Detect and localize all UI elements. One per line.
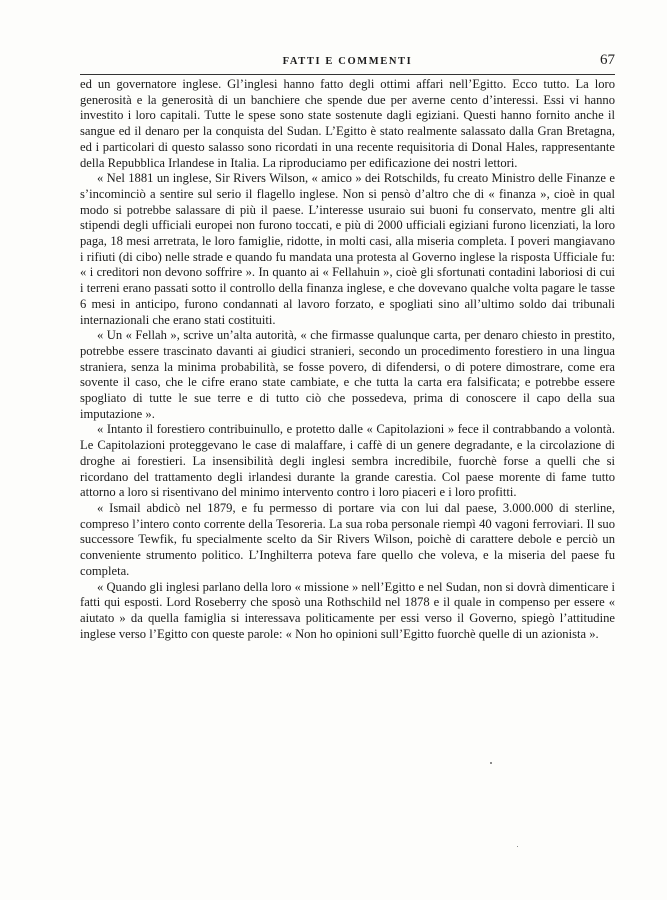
paragraph-3: « Un « Fellah », scrive un’alta autorità, « che firmasse qualunque carta, per denaro chiesto in prestito, potrebbe essere trascinato davanti ai giudici stranieri, secondo un procedimento forestiero in una lingua straniera, senza la minima probabilità, se fosse povero, di difendersi, o di potere dimostrare, come era sovente il caso, che le cifre erano state cambiate, e che tutta la carta era falsificata; e potrebbe essere spogliato di tutte le sue terre e di tutto ciò che possedeva, prima di conoscere il capo della sua imputazione ». (80, 328, 615, 421)
paragraph-1: ed un governatore inglese. Gl’inglesi hanno fatto degli ottimi affari nell’Egitto. Ecco tutto. La loro generosità e la generosità di un banchiere che spende due per averne cento d’interessi. Essi vi hanno investito i loro capitali. Tutte le spese sono state sostenute dagli egiziani. Questi hanno fornito anche il sangue ed il denaro per la conquista del Sudan. L’Egitto è stato realmente salassato dalla Gran Bretagna, ed i particolari di questo salasso sono ricordati in una recente requisitoria di Donal Hales, rappresentante della Repubblica Irlandese in Italia. La riproduciamo per edificazione dei nostri lettori. (80, 77, 615, 170)
body-text (80, 77, 615, 642)
paper-speck (490, 762, 492, 764)
paper-speck (517, 846, 518, 847)
paragraph-4: « Intanto il forestiero contribuinullo, e protetto dalle « Capitolazioni » fece il contrabbando a volontà. Le Capitolazioni proteggevano le case di malaffare, i caffè di un genere degradante, e la circolazione di droghe ai forestieri. La insensibilità degli inglesi sembra incredibile, fuorchè forse a quelli che si ricordano del trattamento degli irlandesi durante la grande carestia. Col paese morente di fame tutto attorno a loro si risentivano del minimo intervento contro i loro piaceri e i loro profitti. (80, 422, 615, 500)
paragraph-5: « Ismail abdicò nel 1879, e fu permesso di portare via con lui dal paese, 3.000.000 di sterline, compreso l’intero conto corrente della Tesoreria. La sua roba personale riempì 40 vagoni ferroviari. Il suo successore Tewfik, fu specialmente scelto da Sir Rivers Wilson, poichè di carattere debole e perciò un conveniente strumento politico. L’Inghilterra poteva fare quello che voleva, e la miseria del paese fu completa. (80, 500, 615, 578)
paragraph-2: « Nel 1881 un inglese, Sir Rivers Wilson, « amico » dei Rotschilds, fu creato Ministro delle Finanze e s’incominciò a sentire sul serio il flagello inglese. Non si pensò d’altro che di « finanza », cioè in qual modo si potrebbe salassare di più il paese. L’interesse usuraio sui buoni fu conservato, mentre gli alti stipendi degli ufficiali europei non furono toccati, e più di 2000 ufficiali egiziani furono licenziati, la loro paga, 18 mesi arretrata, le loro famiglie, ridotte, in molti casi, alla miseria completa. I poveri mangiavano i rifiuti (di cibo) nelle strade e quando fu mandata una protesta al Governo inglese la risposta Ufficiale fu: « i creditori non devono soffrire ». In quanto ai « Fellahuin », cioè gli sfortunati contadini laboriosi di cui i terreni erano passati sotto il controllo della finanza inglese, e che dovevano qualche volta pagare le tasse 6 mesi in anticipo, furono condannati al lavoro forzato, e spogliati sino all’ultimo soldo dai tribunali internazionali che erano stati costituiti. (80, 171, 615, 327)
running-title: FATTI E COMMENTI (282, 56, 413, 67)
page-number: 67 (600, 52, 615, 68)
page-header (80, 50, 615, 75)
paragraph-6: « Quando gli inglesi parlano della loro « missione » nell’Egitto e nel Sudan, non si dovrà dimenticare i fatti qui esposti. Lord Roseberry che sposò una Rothschild nel 1878 e il quale in compenso per essere « aiutato » da quella famiglia si interessava politicamente per essi verso il Governo, spiegò l’attitudine inglese verso l’Egitto con queste parole: « Non ho opinioni sull’Egitto fuorchè quelle di un azionista ». (80, 579, 615, 641)
